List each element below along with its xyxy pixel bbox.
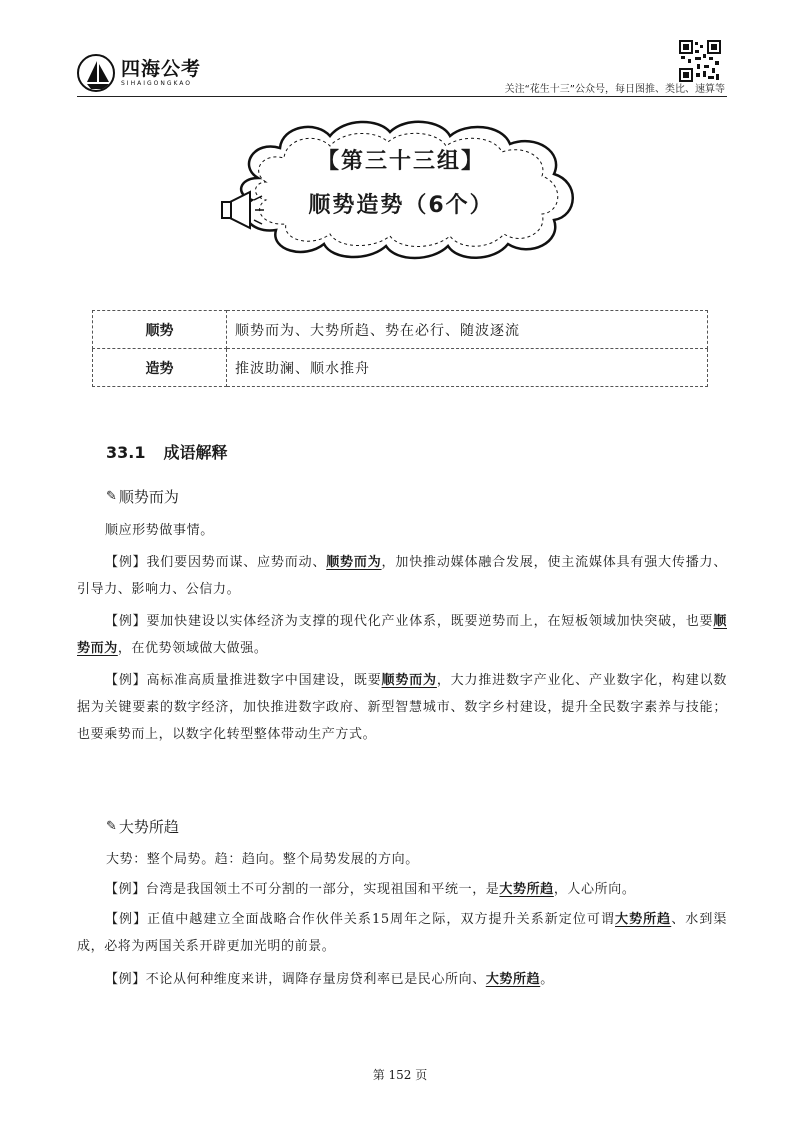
highlighted-idiom: 大势所趋 bbox=[499, 882, 554, 897]
page-header bbox=[77, 40, 725, 98]
category-key: 造势 bbox=[93, 349, 227, 387]
idiom-heading bbox=[106, 486, 179, 507]
highlighted-idiom: 大势所趋 bbox=[485, 972, 541, 987]
section-title: 成语解释 bbox=[163, 443, 228, 462]
page-number: 第 152 页 bbox=[372, 1068, 428, 1082]
example-paragraph: 【例】不论从何种维度来讲，调降存量房贷利率已是民心所向、大势所趋。 bbox=[105, 972, 554, 987]
category-value: 顺势而为、大势所趋、势在必行、随波逐流 bbox=[227, 311, 708, 349]
idiom-name: 顺势而为 bbox=[118, 488, 179, 506]
example-paragraph: 【例】我们要因势而谋、应势而动、顺势而为，加快推动媒体融合发展，使主流媒体具有强大传播力、引导力、影响力、公信力。 bbox=[77, 555, 727, 597]
idiom-name: 大势所趋 bbox=[118, 818, 179, 836]
group-title: 【第三十三组】 bbox=[316, 149, 485, 174]
header-divider bbox=[77, 96, 727, 97]
idiom-meaning: 大势：整个局势。趋：趋向。整个局势发展的方向。 bbox=[106, 852, 419, 867]
category-value: 推波助澜、顺水推舟 bbox=[227, 349, 708, 387]
table-row bbox=[93, 311, 708, 349]
pencil-icon: ✎ bbox=[106, 819, 117, 834]
idiom-meaning: 顺应形势做事情。 bbox=[105, 523, 214, 538]
section-heading bbox=[106, 440, 228, 463]
header-note: 关注“花生十三”公众号，每日图推、类比、速算等 bbox=[504, 84, 725, 95]
highlighted-idiom: 顺势而为 bbox=[326, 555, 382, 570]
idiom-heading bbox=[106, 816, 179, 837]
example-paragraph: 【例】正值中越建立全面战略合作伙伴关系15周年之际，双方提升关系新定位可谓大势所趋、水到渠成，必将为两国关系开辟更加光明的前景。 bbox=[77, 912, 727, 954]
example-paragraph: 【例】高标准高质量推进数字中国建设，既要顺势而为，大力推进数字产业化、产业数字化，构建以数据为关键要素的数字经济，加快推进数字政府、新型智慧城市、数字乡村建设，提升全民数字素养与技能；也要乘势而上，以数字化转型整体带动生产方式。 bbox=[77, 673, 727, 742]
table-row bbox=[93, 349, 708, 387]
logo-name-cn: 四海公考 bbox=[121, 58, 202, 80]
highlighted-idiom: 顺势而为 bbox=[77, 614, 727, 656]
example-paragraph: 【例】台湾是我国领土不可分割的一部分，实现祖国和平统一，是大势所趋，人心所向。 bbox=[105, 882, 636, 897]
example-paragraph: 【例】要加快建设以实体经济为支撑的现代化产业体系，既要逆势而上，在短板领域加快突破，也要顺势而为，在优势领域做大做强。 bbox=[77, 614, 727, 656]
sailboat-logo-icon bbox=[77, 54, 115, 92]
category-table bbox=[92, 310, 708, 387]
title-banner bbox=[218, 118, 584, 260]
category-key: 顺势 bbox=[93, 311, 227, 349]
qr-code-icon bbox=[679, 40, 721, 82]
brand-logo bbox=[77, 54, 201, 92]
logo-name-en: SIHAIGONGKAO bbox=[121, 80, 193, 87]
highlighted-idiom: 顺势而为 bbox=[381, 673, 437, 688]
pencil-icon: ✎ bbox=[106, 489, 117, 504]
highlighted-idiom: 大势所趋 bbox=[615, 912, 672, 927]
group-topic: 顺势造势（6个） bbox=[308, 193, 494, 218]
section-number: 33.1 bbox=[106, 443, 146, 462]
